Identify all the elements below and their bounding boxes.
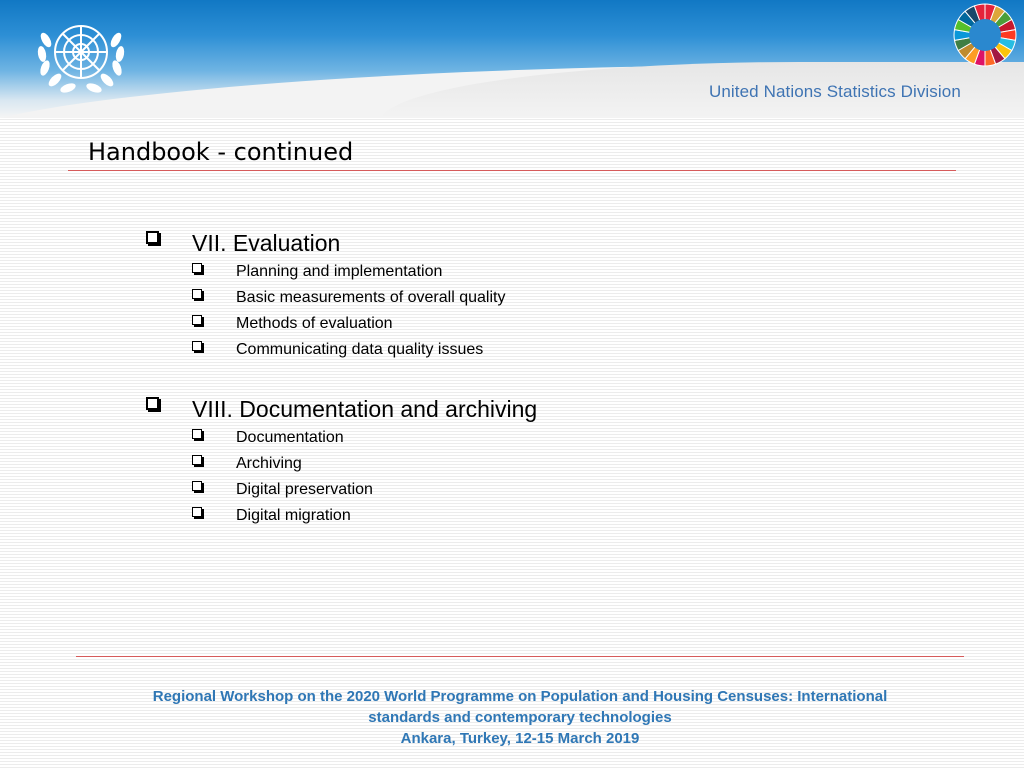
sdg-wheel-icon — [952, 2, 1018, 68]
square-bullet-icon — [146, 397, 159, 410]
square-bullet-icon — [192, 429, 202, 439]
footer-line: Regional Workshop on the 2020 World Programme on Population and Housing Censuses: International — [152, 688, 888, 705]
footer — [62, 686, 978, 749]
square-bullet-icon — [192, 289, 202, 299]
square-bullet-icon — [192, 481, 202, 491]
list-item: Communicating data quality issues — [236, 341, 484, 358]
footer-line: standards and contemporary technologies — [368, 709, 672, 726]
square-bullet-icon — [192, 455, 202, 465]
square-bullet-icon — [192, 341, 202, 351]
section-heading: VII. Evaluation — [192, 230, 341, 256]
list-item: Digital migration — [236, 507, 351, 524]
square-bullet-icon — [146, 231, 159, 244]
slide-title: Handbook - continued — [88, 138, 354, 166]
footer-line: Ankara, Turkey, 12-15 March 2019 — [400, 730, 640, 747]
organization-name: United Nations Statistics Division — [709, 82, 961, 101]
list-item: Planning and implementation — [236, 263, 443, 280]
footer-divider — [76, 656, 964, 657]
list-item: Basic measurements of overall quality — [236, 289, 506, 306]
list-item: Archiving — [236, 455, 302, 472]
square-bullet-icon — [192, 315, 202, 325]
list-item: Documentation — [236, 429, 344, 446]
section-heading: VIII. Documentation and archiving — [192, 396, 538, 422]
square-bullet-icon — [192, 263, 202, 273]
title-divider — [68, 170, 956, 171]
un-emblem-icon — [30, 10, 132, 102]
list-item: Digital preservation — [236, 481, 373, 498]
square-bullet-icon — [192, 507, 202, 517]
header-banner — [0, 0, 1024, 118]
list-item: Methods of evaluation — [236, 315, 393, 332]
